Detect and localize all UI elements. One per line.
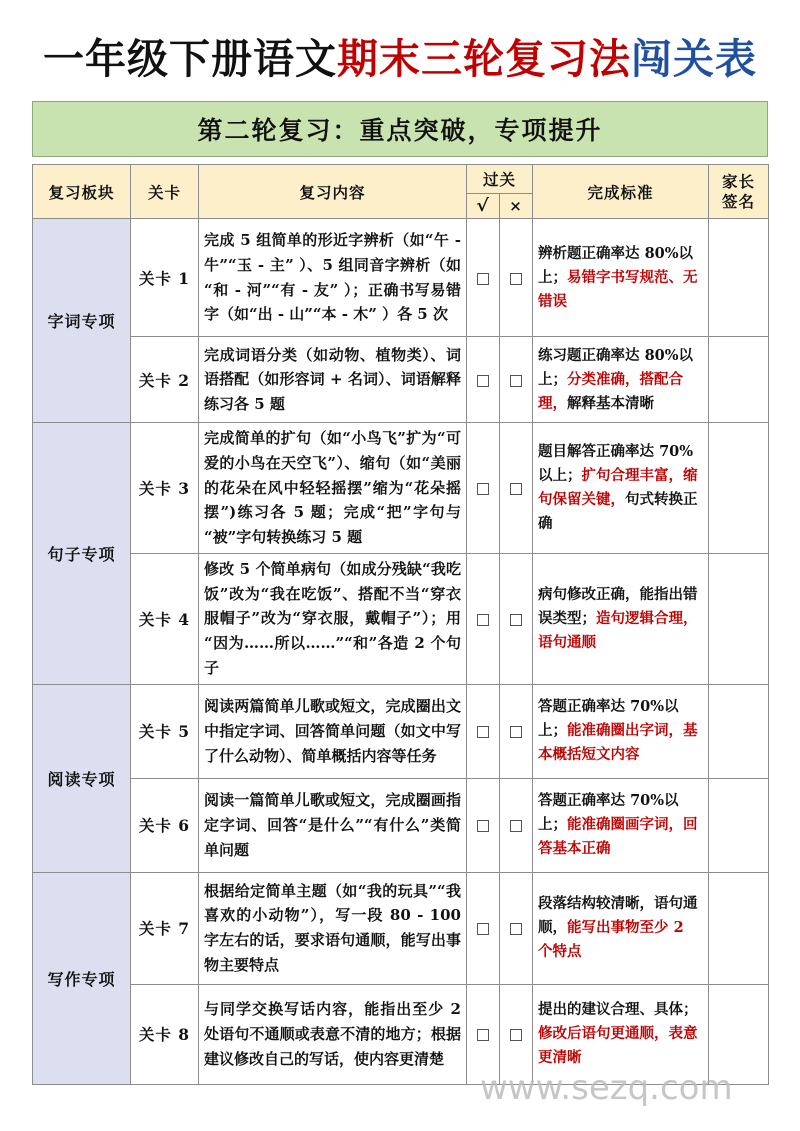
standard-text-primary: 题目解答正确率达 70%以上； — [538, 443, 694, 485]
pass-checkbox[interactable] — [467, 872, 500, 984]
standard-text-highlight: 易错字书写规范、无错误 — [538, 268, 698, 310]
checklist-table — [32, 164, 769, 1085]
section-label-1: 字词专项 — [33, 219, 131, 423]
checkbox-icon[interactable] — [477, 375, 489, 387]
header-pass-ok — [467, 194, 500, 219]
checkbox-icon[interactable] — [477, 614, 489, 626]
standard-text-secondary: 解释基本清晰 — [567, 394, 655, 412]
standard-text-highlight: 能写出事物至少 2 个特点 — [538, 919, 684, 961]
pass-checkbox[interactable] — [467, 684, 500, 778]
section-label-4: 写作专项 — [33, 872, 131, 1084]
standard-text-highlight: 造句逻辑合理，语句通顺 — [538, 609, 698, 651]
parent-signature-field[interactable] — [709, 337, 769, 423]
table-row — [33, 423, 769, 554]
standard-text-highlight: 能准确圈出字词，基本概括短文内容 — [538, 722, 698, 764]
section-label-2: 句子专项 — [33, 423, 131, 685]
pass-checkbox[interactable] — [467, 219, 500, 337]
fail-checkbox[interactable] — [500, 684, 533, 778]
checklist-table-wrapper — [32, 164, 768, 1085]
review-content: 与同学交换写话内容，能指出至少 2 处语句不通顺或表意不清的地方；根据建议修改自己的写话，使内容更清楚 — [199, 984, 467, 1084]
standard-text-primary: 答题正确率达 70%以上； — [538, 698, 679, 740]
completion-standard — [533, 872, 709, 984]
review-content: 根据给定简单主题（如“我的玩具”“我喜欢的小动物”），写一段 80 - 100 字左右的话，要求语句通顺，能写出事物主要特点 — [199, 872, 467, 984]
completion-standard — [533, 984, 709, 1084]
level-label: 关卡 1 — [131, 219, 199, 337]
round-banner-text: 第二轮复习：重点突破，专项提升 — [197, 116, 603, 146]
parent-signature-field[interactable] — [709, 684, 769, 778]
review-content: 完成词语分类（如动物、植物类）、词语搭配（如形容词 + 名词）、词语解释练习各 5 题 — [199, 337, 467, 423]
checkbox-icon[interactable] — [477, 820, 489, 832]
pass-checkbox[interactable] — [467, 423, 500, 554]
level-label: 关卡 3 — [131, 423, 199, 554]
pass-checkbox[interactable] — [467, 553, 500, 684]
fail-checkbox[interactable] — [500, 423, 533, 554]
standard-text-highlight: 扩句合理丰富，缩句保留关键， — [538, 467, 698, 509]
review-content: 阅读两篇简单儿歌或短文，完成圈出文中指定字词、回答简单问题（如文中写了什么动物）、简单概括内容等任务 — [199, 684, 467, 778]
parent-signature-field[interactable] — [709, 219, 769, 337]
header-section: 复习板块 — [33, 165, 131, 219]
pass-checkbox[interactable] — [467, 337, 500, 423]
standard-text-highlight: 能准确圈画字词，回答基本正确 — [538, 816, 698, 858]
parent-signature-field[interactable] — [709, 553, 769, 684]
header-standard: 完成标准 — [533, 165, 709, 219]
table-body — [33, 219, 769, 1085]
fail-checkbox[interactable] — [500, 872, 533, 984]
level-label: 关卡 4 — [131, 553, 199, 684]
checkbox-icon[interactable] — [477, 1029, 489, 1041]
standard-text-primary: 提出的建议合理、具体； — [538, 1001, 698, 1019]
title-part-red: 期末三轮复习法 — [337, 35, 631, 83]
checkbox-icon[interactable] — [477, 726, 489, 738]
standard-text-highlight: 修改后语句更通顺，表意更清晰 — [538, 1025, 698, 1067]
checkbox-icon[interactable] — [510, 614, 522, 626]
completion-standard — [533, 423, 709, 554]
fail-checkbox[interactable] — [500, 778, 533, 872]
parent-signature-field[interactable] — [709, 872, 769, 984]
checkbox-icon[interactable] — [510, 923, 522, 935]
standard-text-primary: 答题正确率达 70%以上； — [538, 792, 679, 834]
fail-checkbox[interactable] — [500, 219, 533, 337]
checkbox-icon[interactable] — [510, 1029, 522, 1041]
level-label: 关卡 2 — [131, 337, 199, 423]
completion-standard — [533, 553, 709, 684]
table-row — [33, 337, 769, 423]
level-label: 关卡 8 — [131, 984, 199, 1084]
pass-checkbox[interactable] — [467, 984, 500, 1084]
review-content: 完成简单的扩句（如“小鸟飞”扩为“可爱的小鸟在天空飞”）、缩句（如“美丽的花朵在风中轻轻摇摆”缩为“花朵摇摆”)练习各 5 题；完成“把”字句与“被”字句转换练习 5 题 — [199, 423, 467, 554]
level-label: 关卡 5 — [131, 684, 199, 778]
standard-text-highlight: 分类准确，搭配合理， — [538, 370, 684, 412]
checkbox-icon[interactable] — [477, 483, 489, 495]
standard-text-primary: 病句修改正确，能指出错误类型； — [538, 585, 698, 627]
site-watermark: www.sezq.com — [480, 1068, 733, 1108]
review-content: 修改 5 个简单病句（如成分残缺“我吃饭”改为“我在吃饭”、搭配不当“穿衣服帽子”改为“穿衣服，戴帽子”）；用“因为……所以……”“和”各造 2 个句子 — [199, 553, 467, 684]
header-pass: 过关 — [467, 165, 533, 194]
pass-checkbox[interactable] — [467, 778, 500, 872]
level-label: 关卡 7 — [131, 872, 199, 984]
header-signature: 家长 签名 — [709, 165, 769, 219]
table-row — [33, 778, 769, 872]
standard-text-secondary: 句式转换正确 — [538, 491, 698, 532]
checkbox-icon[interactable] — [510, 483, 522, 495]
standard-text-primary: 练习题正确率达 80%以上； — [538, 346, 694, 388]
checkbox-icon[interactable] — [477, 273, 489, 285]
parent-signature-field[interactable] — [709, 778, 769, 872]
parent-signature-field[interactable] — [709, 423, 769, 554]
table-row — [33, 553, 769, 684]
level-label: 关卡 6 — [131, 778, 199, 872]
parent-signature-field[interactable] — [709, 984, 769, 1084]
standard-text-primary: 段落结构较清晰，语句通顺， — [538, 895, 698, 937]
section-label-3: 阅读专项 — [33, 684, 131, 872]
checkbox-icon[interactable] — [477, 923, 489, 935]
review-content: 完成 5 组简单的形近字辨析（如“午 - 牛”“玉 - 主” ）、5 组同音字辨析（如“和 - 河”“有 - 友” ）；正确书写易错字（如“出 - 山”“本 - 木” ）各 5 次 — [199, 219, 467, 337]
fail-checkbox[interactable] — [500, 553, 533, 684]
checkbox-icon[interactable] — [510, 375, 522, 387]
table-row — [33, 219, 769, 337]
header-pass-no: × — [500, 194, 533, 219]
checkbox-icon[interactable] — [510, 273, 522, 285]
title-part-blue: 闯关表 — [631, 35, 757, 83]
completion-standard — [533, 337, 709, 423]
table-row — [33, 684, 769, 778]
fail-checkbox[interactable] — [500, 337, 533, 423]
standard-text-primary: 辨析题正确率达 80%以上； — [538, 244, 694, 286]
header-content: 复习内容 — [199, 165, 467, 219]
completion-standard — [533, 778, 709, 872]
completion-standard — [533, 219, 709, 337]
table-row — [33, 872, 769, 984]
fail-checkbox[interactable] — [500, 984, 533, 1084]
header-level: 关卡 — [131, 165, 199, 219]
checkbox-icon[interactable] — [510, 820, 522, 832]
table-row — [33, 984, 769, 1084]
table-header — [33, 165, 769, 219]
check-mark-icon: √ — [475, 196, 491, 217]
checkbox-icon[interactable] — [510, 726, 522, 738]
completion-standard — [533, 684, 709, 778]
page-title — [0, 0, 800, 97]
title-part-black: 一年级下册语文 — [43, 35, 337, 83]
round-banner — [32, 101, 768, 157]
review-content: 阅读一篇简单儿歌或短文，完成圈画指定字词、回答“是什么”“有什么”类简单问题 — [199, 778, 467, 872]
